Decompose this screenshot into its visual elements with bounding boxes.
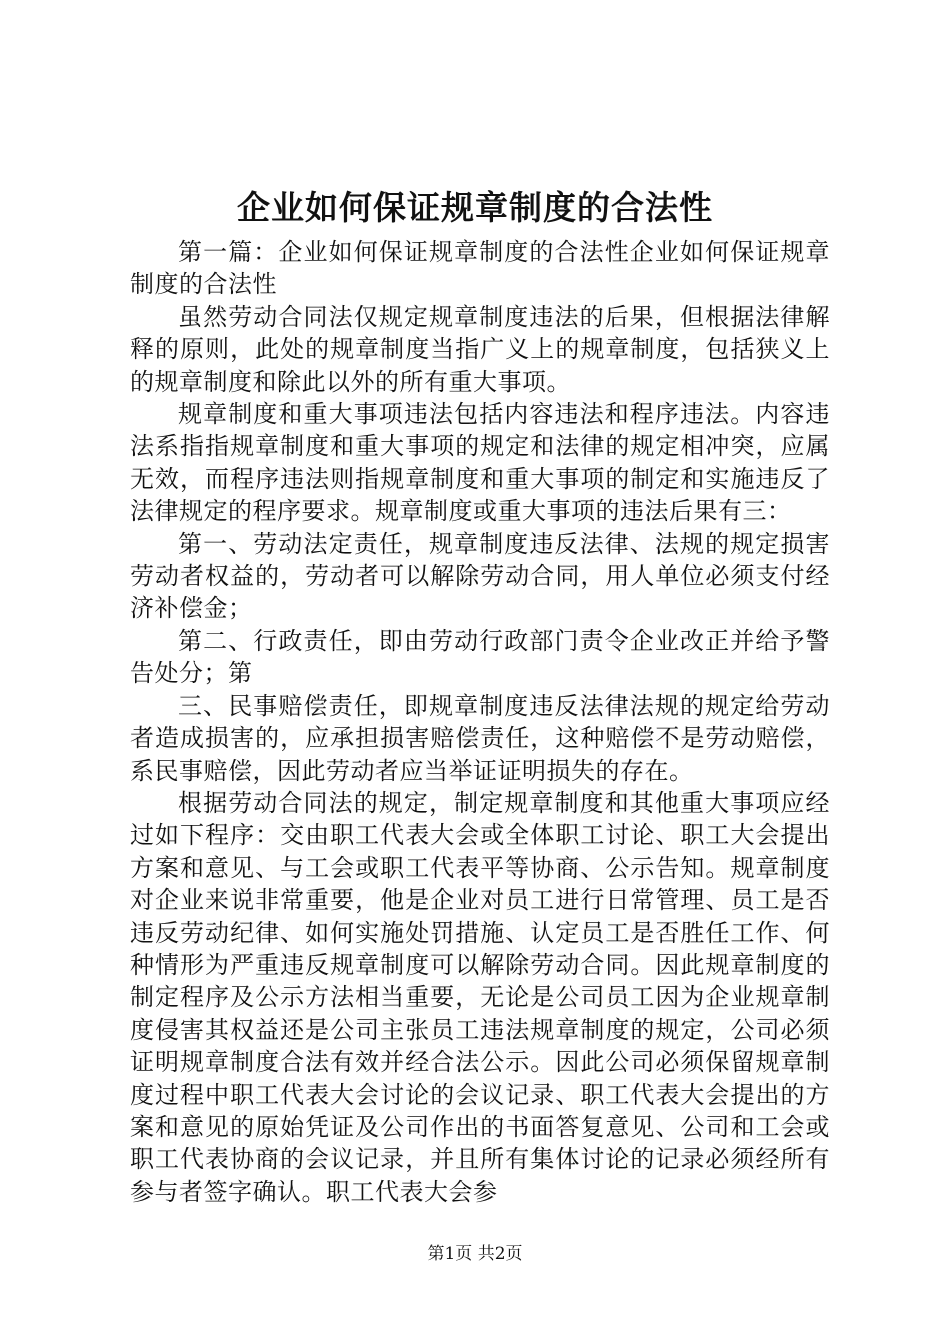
document-body xyxy=(130,236,830,1208)
paragraph-6: 三、民事赔偿责任，即规章制度违反法律法规的规定给劳动者造成损害的，应承担损害赔偿责任，这种赔偿不是劳动赔偿，系民事赔偿，因此劳动者应当举证证明损失的存在。 xyxy=(130,691,830,785)
paragraph-1: 第一篇：企业如何保证规章制度的合法性企业如何保证规章制度的合法性 xyxy=(130,238,830,299)
paragraph-5: 第二、行政责任，即由劳动行政部门责令企业改正并给予警告处分；第 xyxy=(130,626,830,688)
page-footer: 第1页 共2页 xyxy=(427,1244,523,1264)
paragraph-7: 根据劳动合同法的规定，制定规章制度和其他重大事项应经过如下程序：交由职工代表大会或全体职工讨论、职工大会提出方案和意见、与工会或职工代表平等协商、公示告知。规章制度对企业来说非常重要，他是企业对员工进行日常管理、员工是否违反劳动纪律、如何实施处罚措施、认定员工是否胜任工作、何种情形为严重违反规章制度可以解除劳动合同。因此规章制度的制定程序及公示方法相当重要，无论是公司员工因为企业规章制度侵害其权益还是公司主张员工违法规章制度的规定，公司必须证明规章制度合法有效并经合法公示。因此公司必须保留规章制度过程中职工代表大会讨论的会议记录、职工代表大会提出的方案和意见的原始凭证及公司作出的书面答复意见、公司和工会或职工代表协商的会议记录，并且所有集体讨论的记录必须经所有参与者签字确认。职工代表大会参 xyxy=(130,788,830,1206)
paragraph-4: 第一、劳动法定责任，规章制度违反法律、法规的规定损害劳动者权益的，劳动者可以解除劳动合同，用人单位必须支付经济补偿金； xyxy=(130,529,830,623)
paragraph-2: 虽然劳动合同法仅规定规章制度违法的后果，但根据法律解释的原则，此处的规章制度当指广义上的规章制度，包括狭义上的规章制度和除此以外的所有重大事项。 xyxy=(130,302,830,396)
document-title: 企业如何保证规章制度的合法性 xyxy=(237,188,713,227)
paragraph-3: 规章制度和重大事项违法包括内容违法和程序违法。内容违法系指指规章制度和重大事项的规定和法律的规定相冲突，应属无效，而程序违法则指规章制度和重大事项的制定和实施违反了法律规定的程序要求。规章制度或重大事项的违法后果有三： xyxy=(130,400,830,526)
